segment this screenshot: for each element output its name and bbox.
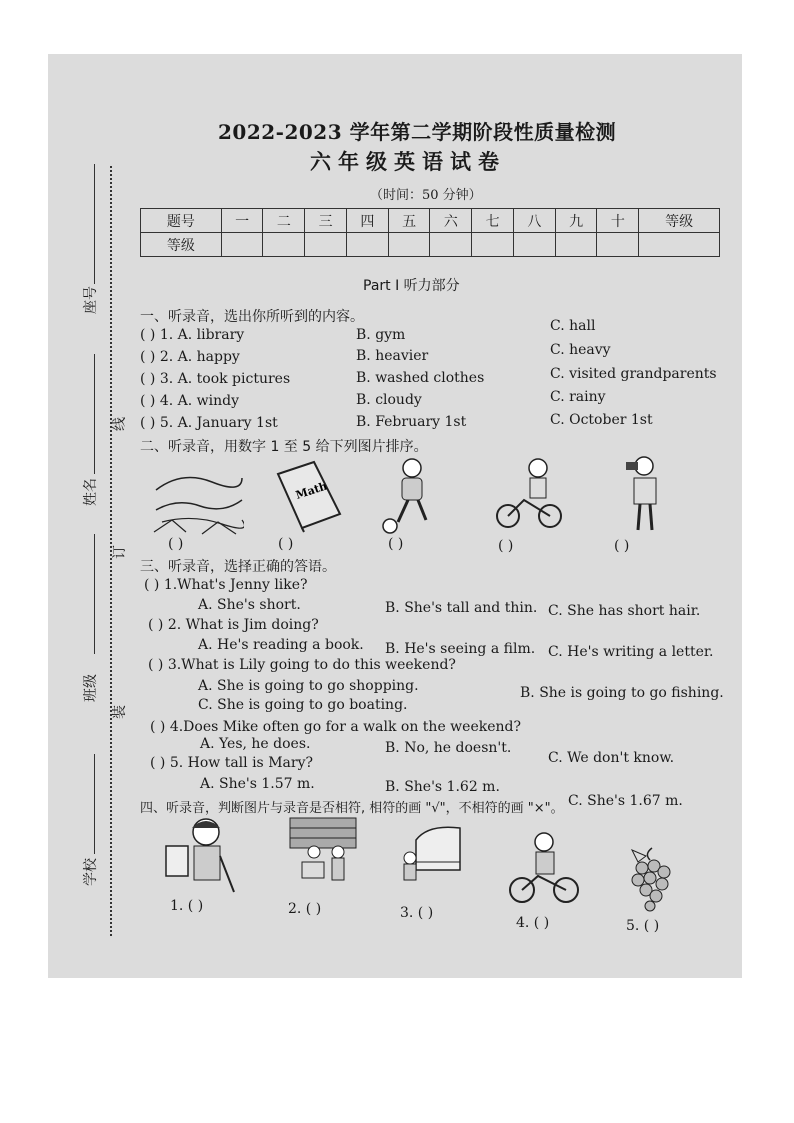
score-table-grade-row [141,233,720,257]
s1-q1-c: C. hall [550,318,596,334]
part1-title: Part Ⅰ 听力部分 [363,278,460,294]
judge-blank-4[interactable]: 4. ( ) [516,915,550,931]
score-cell: 七 [472,209,514,233]
section1-heading: 一、听录音，选出你所听到的内容。 [140,309,364,325]
score-cell: 二 [263,209,305,233]
seat-write-line [94,164,95,284]
boy-riding-motorbike-picture [508,830,582,910]
score-blank-cell[interactable] [346,233,388,257]
score-blank-cell[interactable] [513,233,555,257]
cut-mark-bind: 装 [112,705,128,719]
s3-q4: ( ) 4.Does Mike often go for a walk on the weekend? [150,719,521,735]
score-blank-cell[interactable] [430,233,472,257]
order-blank-3[interactable]: ( ) [388,536,404,552]
s1-q5-a: ( ) 5. A. January 1st [140,415,278,431]
s3-q1-b: B. She's tall and thin. [385,600,538,616]
judge-blank-1[interactable]: 1. ( ) [170,898,204,914]
s1-q3-b: B. washed clothes [356,370,485,386]
score-cell: 题号 [141,209,222,233]
s1-q3-c: C. visited grandparents [550,366,717,382]
score-cell: 六 [430,209,472,233]
score-cell: 九 [555,209,597,233]
order-blank-1[interactable]: ( ) [168,536,184,552]
cut-mark-staple: 订 [112,545,128,559]
s3-q5-a: A. She's 1.57 m. [200,776,315,792]
s1-q4-c: C. rainy [550,389,606,405]
score-cell: 八 [513,209,555,233]
label-class: 班级 [83,674,99,702]
cut-mark-line: 线 [112,417,128,431]
exam-title: 2022-2023 学年第二学期阶段性质量检测 [218,120,617,144]
s3-q3-a: A. She is going to go shopping. [198,678,419,694]
exam-subtitle: 六年级英语试卷 [310,149,506,174]
score-cell: 一 [221,209,263,233]
score-blank-cell[interactable] [305,233,347,257]
order-blank-5[interactable]: ( ) [614,538,630,554]
judge-blank-5[interactable]: 5. ( ) [626,918,660,934]
s3-q4-b: B. No, he doesn't. [385,740,512,756]
s3-q3-c: C. She is going to go boating. [198,697,408,713]
score-blank-cell[interactable] [263,233,305,257]
s1-q2-b: B. heavier [356,348,429,364]
name-write-line [94,354,95,474]
s1-q2-c: C. heavy [550,342,611,358]
s1-q5-c: C. October 1st [550,412,653,428]
score-cell: 四 [346,209,388,233]
score-blank-cell[interactable] [639,233,720,257]
score-blank-cell[interactable] [221,233,263,257]
score-table-header-row [141,209,720,233]
s1-q4-b: B. cloudy [356,392,422,408]
river-landscape-picture [152,460,244,536]
label-name: 姓名 [83,478,99,506]
judge-blank-2[interactable]: 2. ( ) [288,901,322,917]
score-table [140,208,720,257]
score-blank-cell[interactable] [388,233,430,257]
score-cell: 五 [388,209,430,233]
supermarket-shopping-picture [288,816,358,890]
s3-q2-b: B. He's seeing a film. [385,641,536,657]
s3-q1: ( ) 1.What's Jenny like? [144,577,308,593]
s3-q3: ( ) 3.What is Lily going to do this weekend? [148,657,456,673]
s3-q5-b: B. She's 1.62 m. [385,779,500,795]
s1-q4-a: ( ) 4. A. windy [140,393,239,409]
s3-q3-b: B. She is going to go fishing. [520,685,724,701]
label-seat-number: 座号 [83,286,99,314]
exam-paper [48,54,742,978]
class-write-line [94,534,95,654]
s3-q5: ( ) 5. How tall is Mary? [150,755,313,771]
s3-q1-a: A. She's short. [198,597,301,613]
boy-riding-bike-picture [494,454,566,534]
s1-q5-b: B. February 1st [356,414,467,430]
s1-q2-a: ( ) 2. A. happy [140,349,240,365]
score-cell: 等级 [639,209,720,233]
order-blank-2[interactable]: ( ) [278,536,294,552]
section3-heading: 三、听录音，选择正确的答语。 [140,559,336,575]
man-taking-photo-picture [618,454,668,534]
s1-q1-a: ( ) 1. A. library [140,327,245,343]
s3-q4-a: A. Yes, he does. [200,736,311,752]
s1-q3-a: ( ) 3. A. took pictures [140,371,291,387]
s3-q5-c: C. She's 1.67 m. [568,793,683,809]
school-write-line [94,754,95,854]
math-book-label: Math [294,479,329,502]
order-blank-4[interactable]: ( ) [498,538,514,554]
score-blank-cell[interactable] [472,233,514,257]
label-school: 学校 [83,858,99,886]
section4-heading: 四、听录音，判断图片与录音是否相符, 相符的画 "√"，不相符的画 "×"。 [140,801,564,816]
s3-q4-c: C. We don't know. [548,750,675,766]
s1-q1-b: B. gym [356,327,406,343]
s3-q2: ( ) 2. What is Jim doing? [148,617,319,633]
boy-playing-football-picture [378,456,444,536]
score-cell: 等级 [141,233,222,257]
s3-q2-a: A. He's reading a book. [198,637,364,653]
score-blank-cell[interactable] [555,233,597,257]
boy-playing-piano-picture [398,820,468,892]
s3-q1-c: C. She has short hair. [548,603,701,619]
section2-heading: 二、听录音，用数字 1 至 5 给下列图片排序。 [140,439,428,455]
girl-reading-book-picture [160,816,240,896]
score-cell: 十 [597,209,639,233]
math-book-picture [270,458,346,534]
s3-q2-c: C. He's writing a letter. [548,644,714,660]
grapes-picture [624,846,680,912]
score-cell: 三 [305,209,347,233]
time-note: （时间：50 分钟） [370,188,482,203]
score-blank-cell[interactable] [597,233,639,257]
judge-blank-3[interactable]: 3. ( ) [400,905,434,921]
